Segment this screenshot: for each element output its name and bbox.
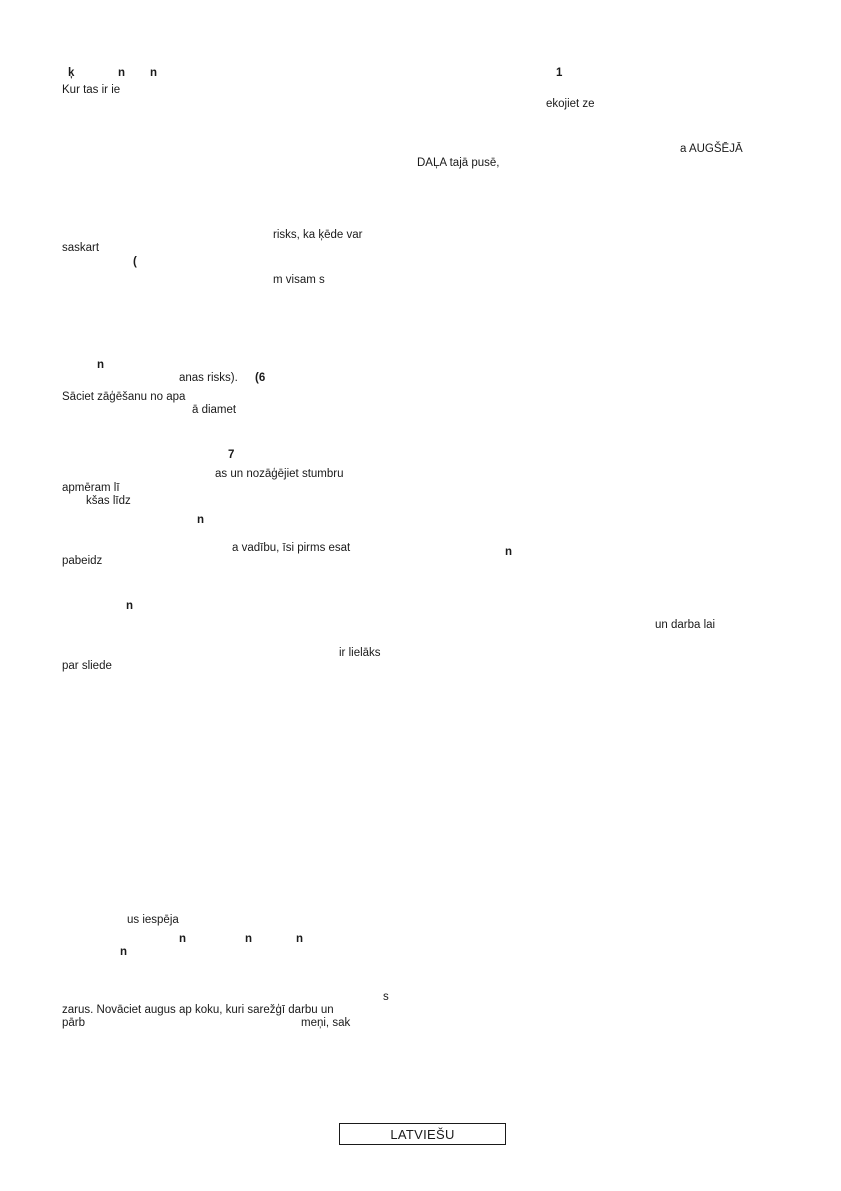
- text-fragment: a AUGŠĒJĀ: [680, 143, 743, 155]
- heading-fragment: n: [245, 933, 253, 945]
- text-fragment: DAĻA tajā pusē,: [417, 157, 500, 169]
- text-fragment: Sāciet zāģēšanu no apa: [62, 391, 186, 403]
- heading-fragment: n: [97, 359, 105, 371]
- text-fragment: meņi, sak: [301, 1017, 351, 1029]
- text-fragment: pabeidz: [62, 555, 103, 567]
- text-fragment: zarus. Novāciet augus ap koku, kuri sarežģī darbu un: [62, 1004, 334, 1016]
- heading-fragment: n: [120, 946, 128, 958]
- text-fragment: par sliede: [62, 660, 112, 672]
- text-fragment: pārb: [62, 1017, 86, 1029]
- heading-fragment: n: [126, 600, 134, 612]
- text-fragment: ā diamet: [192, 404, 237, 416]
- text-fragment: kšas līdz: [86, 495, 131, 507]
- text-fragment: m visam s: [273, 274, 325, 286]
- footer-language-box: [339, 1123, 506, 1145]
- figure-reference: 1: [556, 67, 563, 79]
- heading-fragment: n: [150, 67, 158, 79]
- heading-fragment: ķ: [68, 67, 75, 79]
- figure-reference: (6: [255, 372, 266, 384]
- text-fragment: anas risks).: [179, 372, 238, 384]
- heading-fragment: n: [118, 67, 126, 79]
- heading-fragment: n: [179, 933, 187, 945]
- text-fragment: un darba lai: [655, 619, 716, 631]
- text-fragment: risks, ka ķēde var: [273, 229, 363, 241]
- text-fragment: apmēram lī: [62, 482, 120, 494]
- text-fragment: s: [383, 991, 389, 1003]
- text-fragment: a vadību, īsi pirms esat: [232, 542, 351, 554]
- text-fragment: as un nozāģējiet stumbru: [215, 468, 344, 480]
- text-fragment: us iespēja: [127, 914, 179, 926]
- text-fragment: (: [133, 256, 137, 268]
- heading-fragment: n: [197, 514, 205, 526]
- heading-fragment: n: [505, 546, 513, 558]
- text-fragment: Kur tas ir ie: [62, 84, 121, 96]
- text-fragment: ekojiet ze: [546, 98, 595, 110]
- footer-language-label: LATVIEŠU: [390, 1126, 455, 1142]
- text-fragment: saskart: [62, 242, 100, 254]
- figure-reference: 7: [228, 449, 235, 461]
- text-fragment: ir lielāks: [339, 647, 381, 659]
- heading-fragment: n: [296, 933, 304, 945]
